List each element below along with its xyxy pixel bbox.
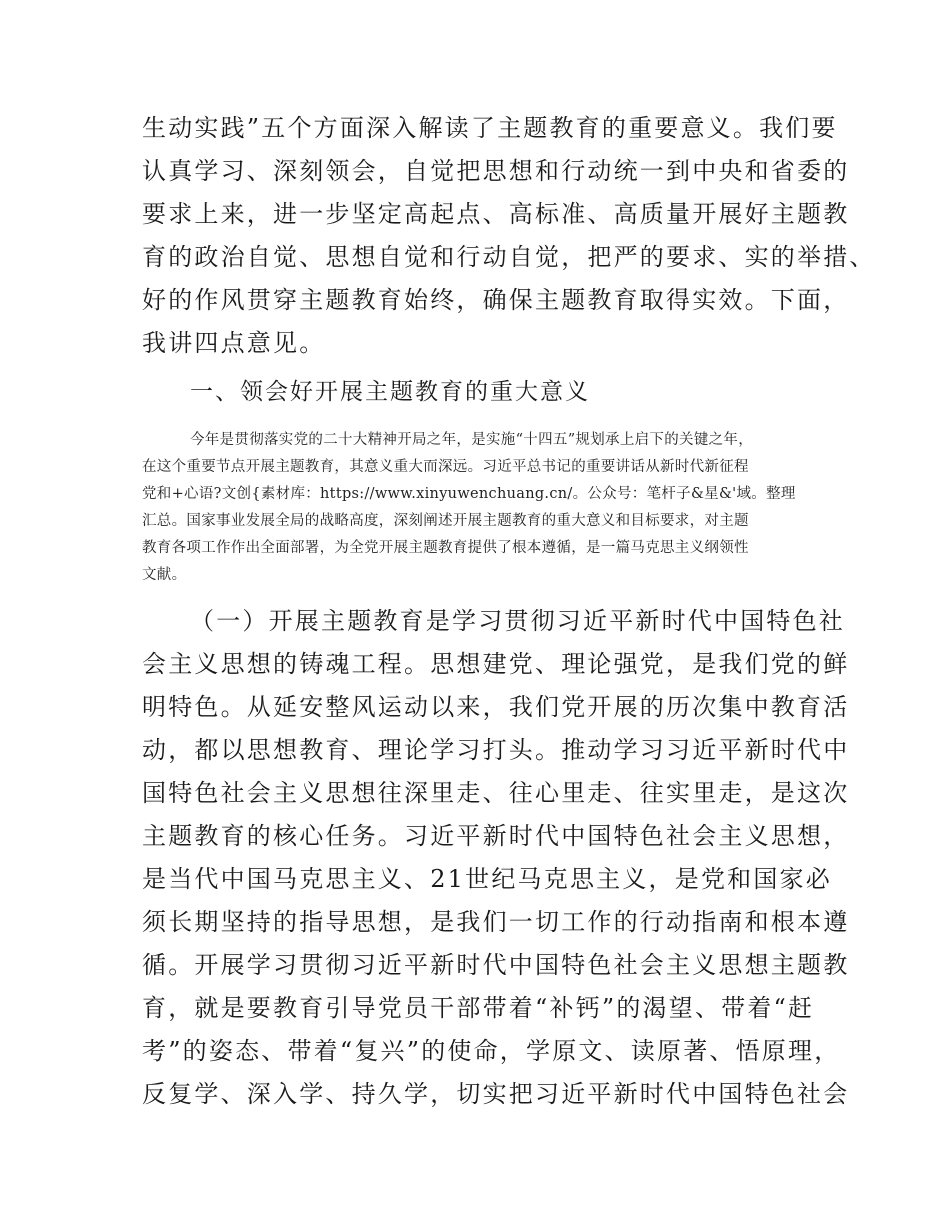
section-heading: 一、领会好开展主题教育的重大意义 — [190, 379, 590, 405]
text-line: 生动实践”五个方面深入解读了主题教育的重要意义。我们要 — [142, 114, 838, 142]
text-line: 育，就是要教育引导党员干部带着“补钙”的渴望、带着“赶 — [142, 994, 815, 1022]
text-line: 汇总。国家事业发展全局的战略高度，深刻阐述开展主题教育的重大意义和目标要求，对主题 — [142, 513, 749, 529]
text-line: 要求上来，进一步坚定高起点、高标准、高质量开展好主题教 — [142, 200, 850, 228]
text-line: 认真学习、深刻领会，自觉把思想和行动统一到中央和省委的 — [142, 157, 850, 185]
text-line: 考”的姿态、带着“复兴”的使命，学原文、读原著、悟原理， — [142, 1037, 841, 1065]
text-line: 文献。 — [142, 567, 187, 583]
text-line: 是当代中国马克思主义、21世纪马克思主义，是党和国家必 — [142, 865, 832, 893]
text-line: 动，都以思想教育、理论学习打头。推动学习习近平新时代中 — [142, 736, 850, 764]
text-line: （一）开展主题教育是学习贯彻习近平新时代中国特色社 — [190, 607, 845, 635]
text-line: 主题教育的核心任务。习近平新时代中国特色社会主义思想， — [142, 822, 850, 850]
text-line: 在这个重要节点开展主题教育，其意义重大而深远。习近平总书记的重要讲话从新时代新征程 — [142, 459, 749, 475]
text-line: 教育各项工作作出全面部署，为全党开展主题教育提供了根本遵循，是一篇马克思主义纲领性 — [142, 540, 749, 556]
text-line: 党和+心语?文创{素材库：https://www.xinyuwenchuang.cn/。公众号：笔杆子&星&'域。整理 — [142, 486, 796, 502]
text-line: 今年是贯彻落实党的二十大精神开局之年，是实施“十四五”规划承上启下的关键之年， — [190, 432, 754, 448]
text-line: 循。开展学习贯彻习近平新时代中国特色社会主义思想主题教 — [142, 951, 850, 979]
text-line: 反复学、深入学、持久学，切实把习近平新时代中国特色社会 — [142, 1080, 850, 1108]
text-line: 我讲四点意见。 — [142, 329, 326, 357]
text-line: 好的作风贯穿主题教育始终，确保主题教育取得实效。下面， — [142, 286, 850, 314]
text-line: 会主义思想的铸魂工程。思想建党、理论强党，是我们党的鲜 — [142, 650, 850, 678]
text-line: 国特色社会主义思想往深里走、往心里走、往实里走，是这次 — [142, 779, 850, 807]
text-line: 育的政治自觉、思想自觉和行动自觉，把严的要求、实的举措、 — [142, 243, 876, 271]
text-line: 明特色。从延安整风运动以来，我们党开展的历次集中教育活 — [142, 693, 850, 721]
text-line: 须长期坚持的指导思想，是我们一切工作的行动指南和根本遵 — [142, 908, 850, 936]
